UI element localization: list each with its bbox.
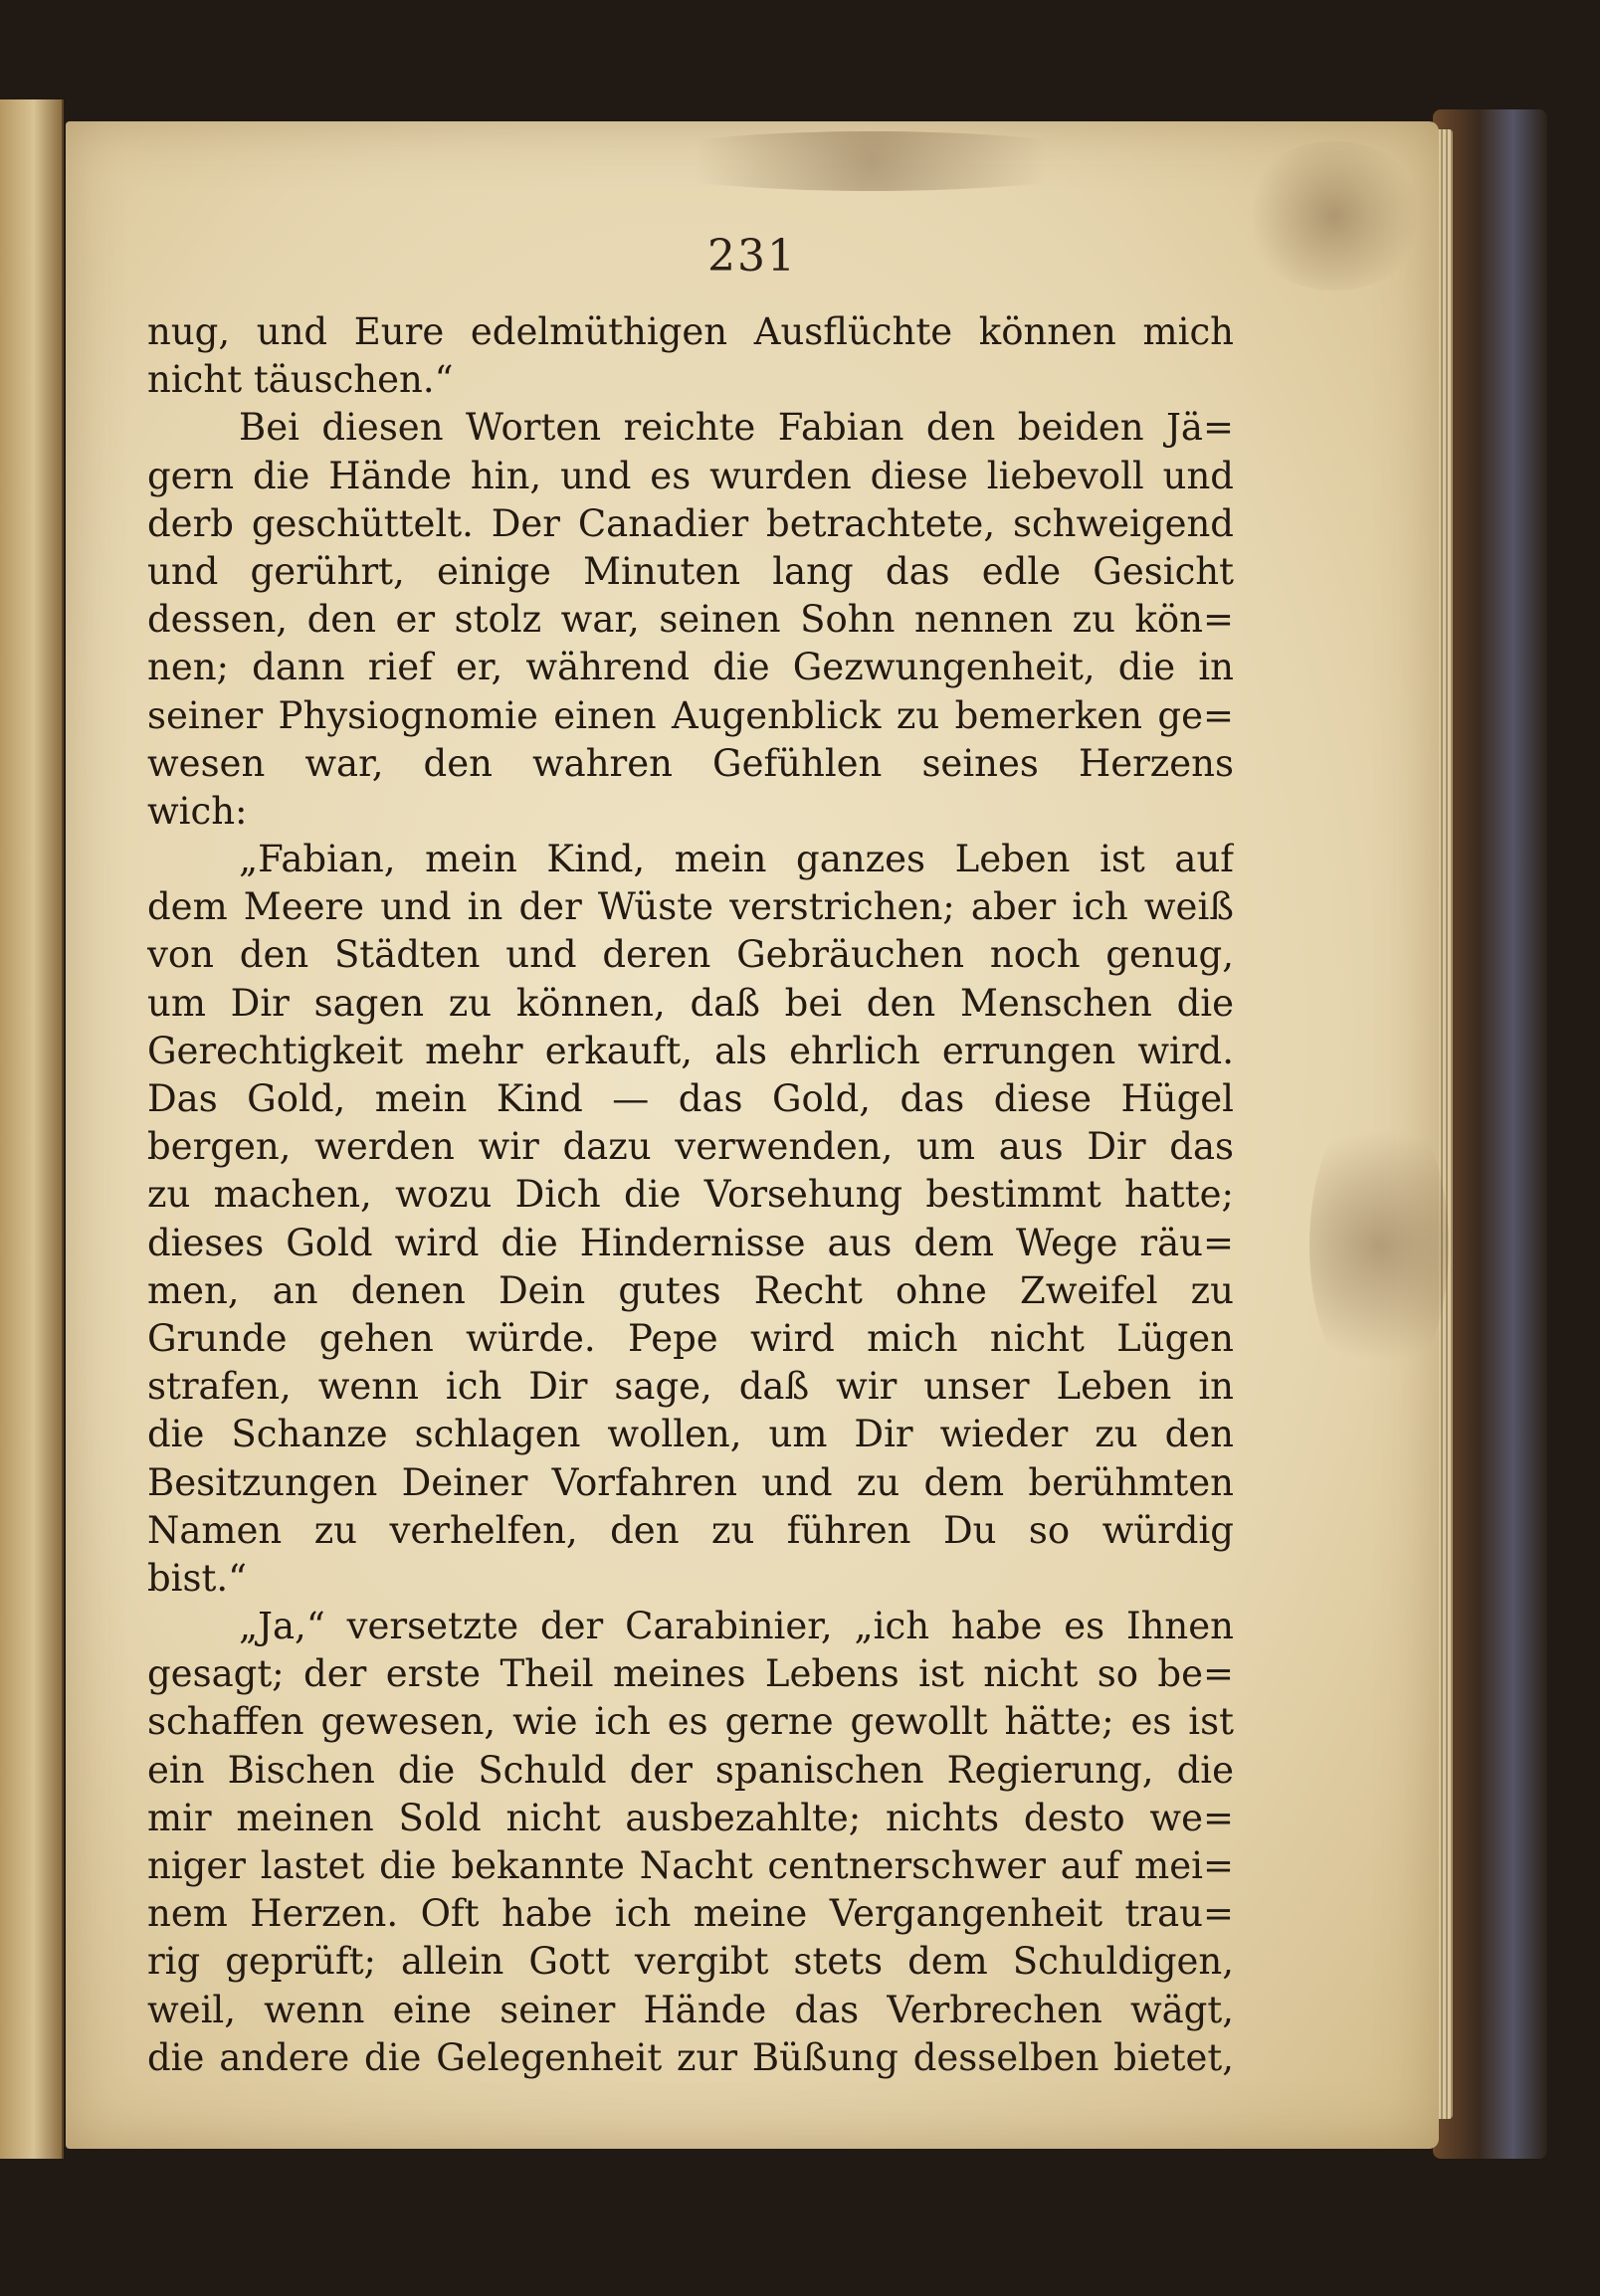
- text-line: ein Bischen die Schuld der spanischen Regierung, die: [147, 1748, 1234, 1792]
- text-line: gesagt; der erste Theil meines Lebens ist nicht so be=: [147, 1652, 1234, 1696]
- text-line: weil, wenn eine seiner Hände das Verbrechen wägt,: [147, 1988, 1234, 2031]
- text-line: dieses Gold wird die Hindernisse aus dem Wege räu=: [147, 1221, 1234, 1264]
- text-line: wich:: [147, 789, 248, 833]
- text-line: strafen, wenn ich Dir sage, daß wir unser Leben in: [147, 1365, 1234, 1409]
- text-line: nen; dann rief er, während die Gezwungenheit, die in: [147, 646, 1234, 689]
- text-line: derb geschüttelt. Der Canadier betrachtete, schweigend: [147, 501, 1234, 545]
- text-line: Bei diesen Worten reichte Fabian den beiden Jä=: [239, 406, 1234, 450]
- text-line: von den Städten und deren Gebräuchen noch genug,: [147, 933, 1234, 977]
- text-line: die andere die Gelegenheit zur Büßung desselben bietet,: [147, 2035, 1234, 2079]
- text-line: rig geprüft; allein Gott vergibt stets dem Schuldigen,: [147, 1940, 1234, 1984]
- text-line: „Ja,“ versetzte der Carabinier, „ich habe es Ihnen: [239, 1605, 1234, 1648]
- book-page: [66, 121, 1439, 2149]
- text-line: und gerührt, einige Minuten lang das edle Gesicht: [147, 549, 1234, 593]
- text-line: mir meinen Sold nicht ausbezahlte; nichts desto we=: [147, 1796, 1234, 1839]
- text-line: bist.“: [147, 1556, 248, 1600]
- text-line: Besitzungen Deiner Vorfahren und zu dem berühmten: [147, 1460, 1234, 1504]
- foxing-stain: [623, 131, 1120, 191]
- text-line: nug, und Eure edelmüthigen Ausflüchte können mich: [147, 310, 1234, 353]
- text-line: Namen zu verhelfen, den zu führen Du so würdig: [147, 1508, 1234, 1552]
- text-line: dem Meere und in der Wüste verstrichen; aber ich weiß: [147, 885, 1234, 929]
- text-line: bergen, werden wir dazu verwenden, um aus Dir das: [147, 1125, 1234, 1169]
- text-line: wesen war, den wahren Gefühlen seines Herzens: [147, 741, 1234, 785]
- text-line: die Schanze schlagen wollen, um Dir wieder zu den: [147, 1413, 1234, 1456]
- body-text: [147, 308, 1234, 2082]
- text-line: dessen, den er stolz war, seinen Sohn nennen zu kön=: [147, 598, 1234, 642]
- text-line: gern die Hände hin, und es wurden diese liebevoll und: [147, 454, 1234, 497]
- text-line: Gerechtigkeit mehr erkauft, als ehrlich errungen wird.: [147, 1029, 1234, 1072]
- text-line: um Dir sagen zu können, daß bei den Menschen die: [147, 981, 1234, 1025]
- text-line: „Fabian, mein Kind, mein ganzes Leben ist auf: [239, 838, 1234, 881]
- foxing-stain: [1309, 1096, 1449, 1395]
- page-number: 231: [707, 231, 797, 282]
- text-line: men, an denen Dein gutes Recht ohne Zweifel zu: [147, 1268, 1234, 1312]
- text-line: schaffen gewesen, wie ich es gerne gewollt hätte; es ist: [147, 1700, 1234, 1744]
- text-line: zu machen, wozu Dich die Vorsehung bestimmt hatte;: [147, 1173, 1234, 1217]
- text-line: niger lastet die bekannte Nacht centnerschwer auf mei=: [147, 1844, 1234, 1887]
- left-page-edge: [0, 99, 64, 2159]
- text-line: nem Herzen. Oft habe ich meine Vergangenheit trau=: [147, 1892, 1234, 1936]
- text-line: Das Gold, mein Kind — das Gold, das diese Hügel: [147, 1077, 1234, 1120]
- text-line: nicht täuschen.“: [147, 358, 454, 402]
- text-line: Grunde gehen würde. Pepe wird mich nicht Lügen: [147, 1316, 1234, 1360]
- text-line: seiner Physiognomie einen Augenblick zu bemerken ge=: [147, 693, 1234, 737]
